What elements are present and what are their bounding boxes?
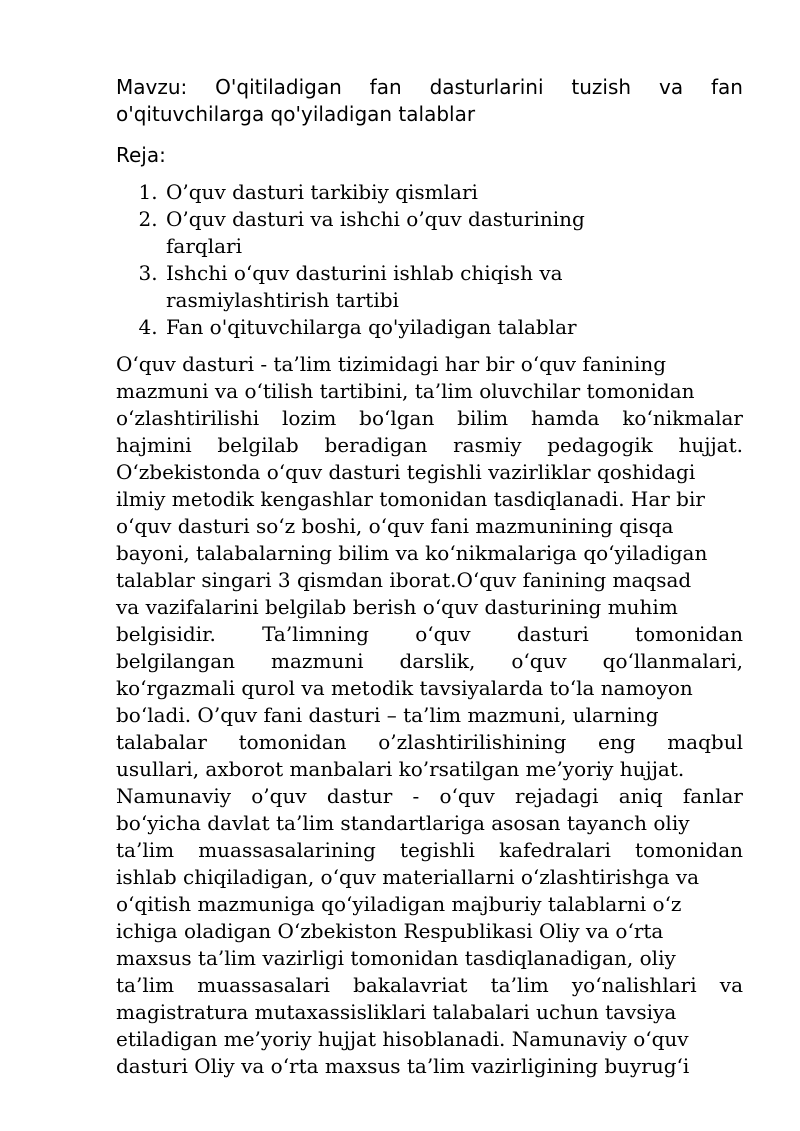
body-line: o‘qitish mazmuniga qo‘yiladigan majburiy talablarni o‘z (116, 892, 682, 916)
body-line: magistratura mutaxassisliklari talabalari uchun tavsiya (116, 1000, 677, 1024)
body-line: ta’lim muassasalari bakalavriat ta’lim yo‘nalishlari va (116, 973, 743, 997)
body-line: hajmini belgilab beradigan rasmiy pedagogik hujjat. (116, 433, 743, 457)
body-line: belgisidir. Ta’limning o‘quv dasturi tomonidan (116, 622, 743, 646)
body-line: ta’lim muassasalarining tegishli kafedralari tomonidan (116, 838, 743, 862)
plan-list (116, 179, 624, 341)
body-paragraph (116, 351, 743, 1080)
body-line: Namunaviy o’quv dastur - o‘quv rejadagi aniq fanlar (116, 784, 743, 808)
plan-item: 4. Fan o'qituvchilarga qo'yiladigan talablar (164, 314, 624, 341)
body-line: ichiga oladigan O‘zbekiston Respublikasi Oliy va o‘rta (116, 919, 664, 943)
body-line: va vazifalarini belgilab berish o‘quv dasturining muhim (116, 595, 678, 619)
body-line: O‘zbekistonda o‘quv dasturi tegishli vazirliklar qoshidagi (116, 460, 696, 484)
body-line: belgilangan mazmuni darslik, o‘quv qo‘llanmalari, (116, 649, 743, 673)
body-line: dasturi Oliy va o‘rta maxsus ta’lim vazirligining buyrug‘i (116, 1054, 690, 1078)
body-line: etiladigan me’yoriy hujjat hisoblanadi. Namunaviy o‘quv (116, 1027, 689, 1051)
plan-item: 1. O’quv dasturi tarkibiy qismlari (164, 179, 624, 206)
body-line: ko‘rgazmali qurol va metodik tavsiyalarda to‘la namoyon (116, 676, 693, 700)
body-line: ilmiy metodik kengashlar tomonidan tasdiqlanadi. Har bir (116, 487, 705, 511)
body-line: talabalar tomonidan o’zlashtirilishining eng maqbul (116, 730, 743, 754)
body-line: usullari, axborot manbalari ko’rsatilgan me’yoriy hujjat. (116, 757, 685, 781)
plan-label: Reja: (116, 143, 166, 167)
body-line: bayoni, talabalarning bilim va ko‘nikmalariga qo‘yiladigan (116, 541, 708, 565)
topic-heading: Mavzu: O'qitiladigan fan dasturlarini tuzish va fan o'qituvchilarga qo'yiladigan talablar (116, 75, 743, 126)
body-line: bo‘ladi. O’quv fani dasturi – ta’lim mazmuni, ularning (116, 703, 659, 727)
body-line: bo‘yicha davlat ta’lim standartlariga asosan tayanch oliy (116, 811, 690, 835)
body-line: maxsus ta’lim vazirligi tomonidan tasdiqlanadigan, oliy (116, 946, 676, 970)
body-line: o‘zlashtirilishi lozim bo‘lgan bilim hamda ko‘nikmalar (116, 406, 743, 430)
document-page (116, 74, 743, 1080)
body-line: o‘quv dasturi so‘z boshi, o‘quv fani mazmunining qisqa (116, 514, 674, 538)
body-line: talablar singari 3 qismdan iborat.O‘quv fanining maqsad (116, 568, 692, 592)
plan-item: 3. Ishchi o‘quv dasturini ishlab chiqish va rasmiylashtirish tartibi (164, 260, 624, 314)
body-line: ishlab chiqiladigan, o‘quv materiallarni o‘zlashtirishga va (116, 865, 700, 889)
plan-item: 2. O’quv dasturi va ishchi o’quv dasturining farqlari (164, 206, 624, 260)
body-line: O‘quv dasturi - ta’lim tizimidagi har bir o‘quv fanining (116, 352, 667, 376)
body-line: mazmuni va o‘tilish tartibini, ta’lim oluvchilar tomonidan (116, 379, 695, 403)
